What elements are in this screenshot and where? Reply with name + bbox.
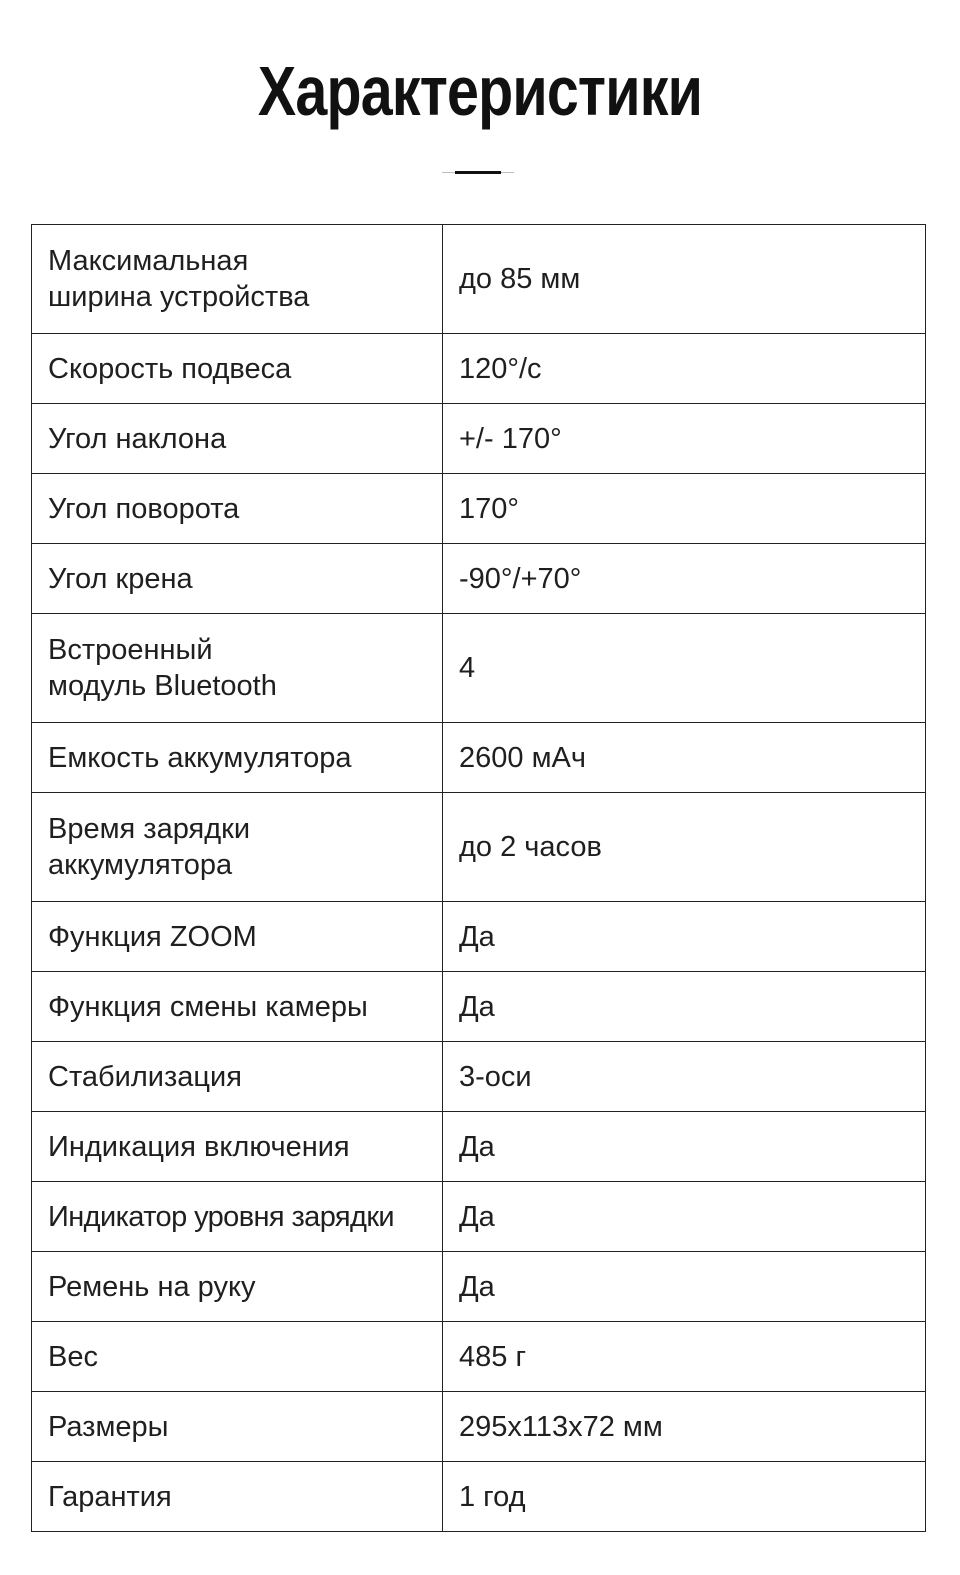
spec-value: 3-оси [443, 1042, 926, 1112]
spec-label: Встроенный модуль Bluetooth [32, 614, 443, 723]
spec-value: 4 [443, 614, 926, 723]
title-divider-accent [455, 171, 501, 174]
spec-row [32, 1322, 926, 1392]
spec-row [32, 404, 926, 474]
spec-value: Да [443, 972, 926, 1042]
spec-row [32, 1112, 926, 1182]
spec-label: Угол наклона [32, 404, 443, 474]
spec-label: Время зарядки аккумулятора [32, 793, 443, 902]
spec-value: Да [443, 1112, 926, 1182]
spec-label: Гарантия [32, 1462, 443, 1532]
spec-label: Ремень на руку [32, 1252, 443, 1322]
spec-value: 170° [443, 474, 926, 544]
spec-row [32, 474, 926, 544]
spec-row [32, 902, 926, 972]
spec-label: Максимальная ширина устройства [32, 225, 443, 334]
spec-row [32, 1462, 926, 1532]
spec-label: Индикация включения [32, 1112, 443, 1182]
spec-label: Индикатор уровня зарядки [32, 1182, 443, 1252]
spec-label: Скорость подвеса [32, 334, 443, 404]
spec-value: Да [443, 1252, 926, 1322]
spec-label: Размеры [32, 1392, 443, 1462]
spec-label: Емкость аккумулятора [32, 723, 443, 793]
spec-value: 485 г [443, 1322, 926, 1392]
spec-row [32, 1392, 926, 1462]
spec-row [32, 972, 926, 1042]
spec-value: +/- 170° [443, 404, 926, 474]
spec-value: Да [443, 1182, 926, 1252]
spec-value: -90°/+70° [443, 544, 926, 614]
spec-label: Угол поворота [32, 474, 443, 544]
spec-row [32, 1182, 926, 1252]
page-title: Характеристики [257, 52, 703, 130]
spec-value: 2600 мАч [443, 723, 926, 793]
spec-value: 295x113x72 мм [443, 1392, 926, 1462]
specs-table [31, 224, 926, 1532]
spec-value: до 85 мм [443, 225, 926, 334]
spec-value: до 2 часов [443, 793, 926, 902]
spec-row [32, 793, 926, 902]
spec-label: Угол крена [32, 544, 443, 614]
spec-label: Вес [32, 1322, 443, 1392]
spec-value: 1 год [443, 1462, 926, 1532]
spec-row [32, 1252, 926, 1322]
spec-label: Функция ZOOM [32, 902, 443, 972]
spec-row [32, 1042, 926, 1112]
spec-label: Стабилизация [32, 1042, 443, 1112]
spec-row [32, 334, 926, 404]
spec-row [32, 225, 926, 334]
spec-row [32, 544, 926, 614]
spec-row [32, 614, 926, 723]
spec-value: Да [443, 902, 926, 972]
spec-row [32, 723, 926, 793]
spec-value: 120°/с [443, 334, 926, 404]
spec-label: Функция смены камеры [32, 972, 443, 1042]
